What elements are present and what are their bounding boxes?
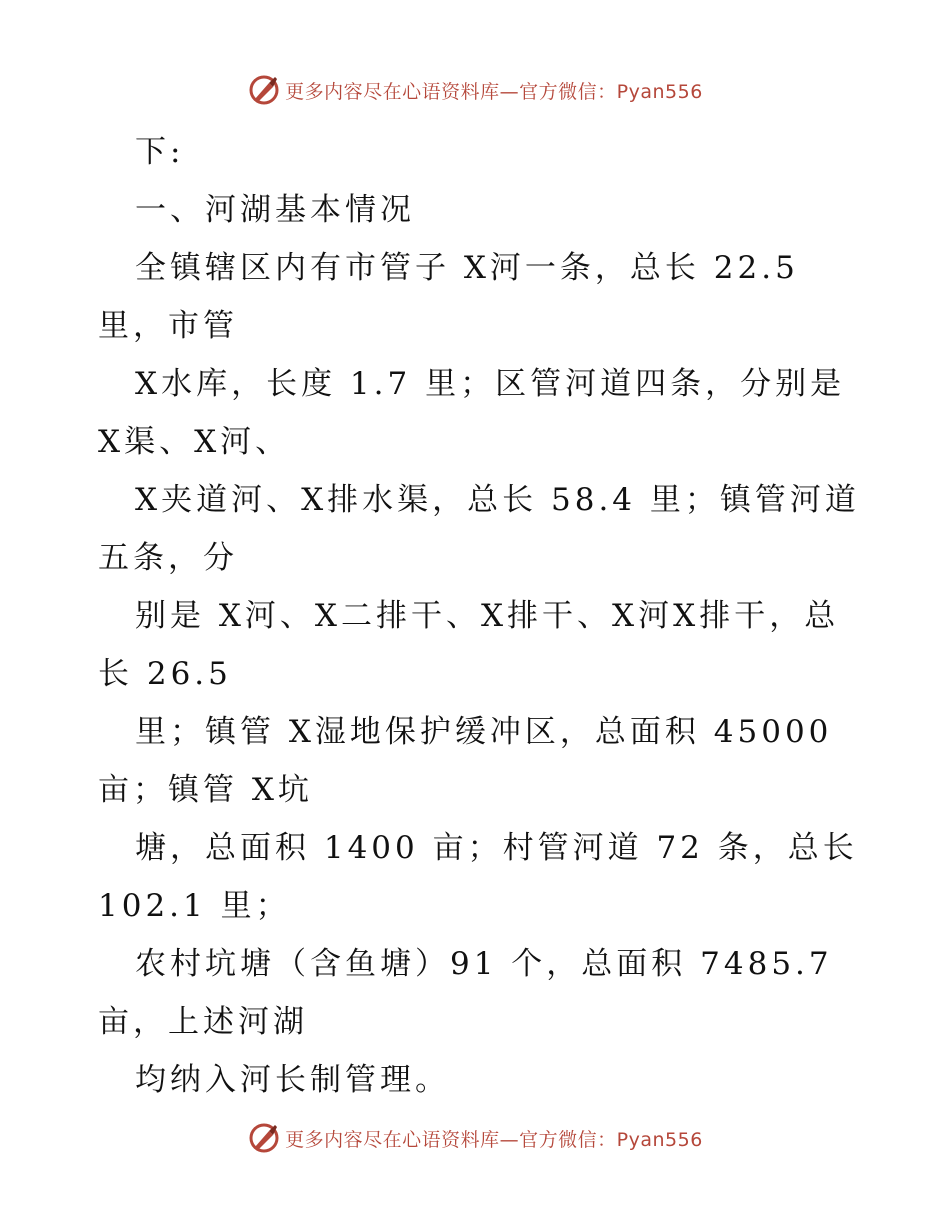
section-heading: 一、河湖基本情况: [135, 192, 415, 228]
body-line: 下:: [135, 134, 185, 170]
body-line: 塘，总面积 1400 亩；村管河道 72 条，总长: [135, 830, 858, 866]
body-line: 别是 X河、X二排干、X排干、X河X排干，总: [135, 598, 840, 634]
document-body: [0, 123, 950, 1109]
body-line: X渠、X河、: [98, 424, 291, 460]
header-banner: [0, 70, 950, 110]
body-line: X水库，长度 1.7 里；区管河道四条，分别是: [135, 366, 846, 402]
body-line: 均纳入河长制管理。: [135, 1062, 450, 1098]
body-line: 亩；镇管 X坑: [98, 772, 313, 808]
body-line: 农村坑塘（含鱼塘）91 个，总面积 7485.7: [135, 946, 833, 982]
body-line: 里；镇管 X湿地保护缓冲区，总面积 45000: [135, 714, 833, 750]
footer-banner-text: 更多内容尽在心语资料库—官方微信：Pyan556: [285, 1128, 703, 1151]
body-line: 全镇辖区内有市管子 X河一条，总长 22.5: [135, 250, 799, 286]
body-line: X夹道河、X排水渠，总长 58.4 里；镇管河道: [135, 482, 860, 518]
footer-banner: [0, 1118, 950, 1158]
header-banner-text: 更多内容尽在心语资料库—官方微信：Pyan556: [285, 80, 703, 103]
body-line: 五条，分: [98, 540, 238, 576]
body-line: 102.1 里；: [98, 888, 291, 924]
pen-nib-circle-icon: [247, 1121, 281, 1155]
pen-nib-circle-icon: [247, 73, 281, 107]
body-line: 里，市管: [98, 308, 238, 344]
body-line: 亩，上述河湖: [98, 1004, 308, 1040]
body-line: 长 26.5: [98, 656, 232, 692]
